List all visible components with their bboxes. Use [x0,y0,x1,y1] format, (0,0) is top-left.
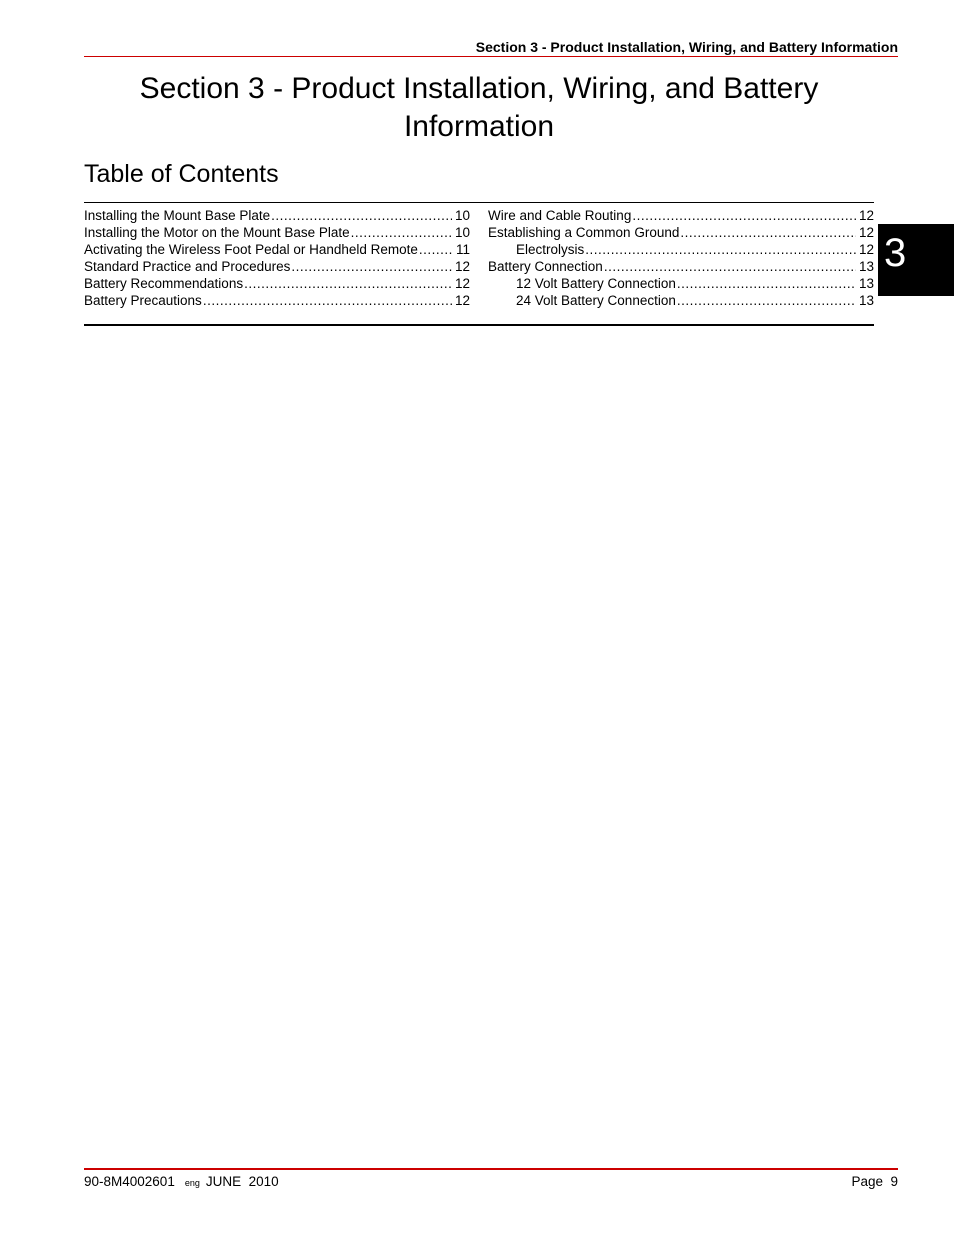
toc-entry-title: Installing the Mount Base Plate [84,208,271,223]
toc-leader-dots [351,224,452,241]
footer-page-number: Page 9 [851,1174,898,1189]
running-header: Section 3 - Product Installation, Wiring, and Battery Information [475,39,898,55]
toc-entry-title: Wire and Cable Routing [488,208,632,223]
toc-entry-title: Activating the Wireless Foot Pedal or Handheld Remote [84,242,418,257]
toc-left-column [84,207,470,309]
toc-leader-dots [604,258,856,275]
toc-entry-page: 12 [454,276,470,291]
toc-entry-title: Standard Practice and Procedures [84,259,291,274]
toc-entry-title: Battery Precautions [84,293,202,308]
toc-leader-dots [585,241,856,258]
toc-entry[interactable] [488,207,874,224]
toc-leader-dots [271,207,452,224]
toc-entry-page: 12 [454,259,470,274]
toc-entry[interactable] [488,258,874,275]
toc-leader-dots [632,207,856,224]
toc-subentry[interactable] [488,292,874,309]
toc-subentry[interactable] [488,275,874,292]
footer-doc-info [84,1173,279,1192]
section-title: Section 3 - Product Installation, Wiring, and Battery Information [139,72,819,143]
toc-entry-page: 11 [455,242,470,257]
toc-entry-page: 13 [858,259,874,274]
toc-leader-dots [244,275,452,292]
toc-entry-title: Battery Connection [488,259,603,274]
footer-rule [84,1168,898,1170]
toc-entry-page: 12 [858,208,874,223]
toc-leader-dots [680,224,856,241]
toc-top-rule [84,202,874,203]
footer-language: eng [184,1178,200,1188]
toc-entry-title: Installing the Motor on the Mount Base Plate [84,225,350,240]
toc-entry-page: 12 [858,225,874,240]
toc-entry[interactable] [84,241,470,258]
toc-entry[interactable] [84,258,470,275]
toc-subentry[interactable] [488,241,874,258]
toc-entry[interactable] [84,224,470,241]
toc-entry-title: Electrolysis [516,242,585,257]
toc-bottom-rule [84,324,874,326]
toc-entry-page: 13 [858,276,874,291]
header-rule [84,56,898,57]
toc-entry[interactable] [488,224,874,241]
toc-heading: Table of Contents [84,160,279,188]
toc-entry-page: 10 [454,225,470,240]
toc-entry-page: 12 [454,293,470,308]
toc-leader-dots [203,292,452,309]
toc-entry[interactable] [84,207,470,224]
footer-date: JUNE 2010 [205,1174,279,1189]
toc-entry-page: 12 [858,242,874,257]
toc-entry-title: Battery Recommendations [84,276,244,291]
toc-leader-dots [419,241,453,258]
section-thumb-tab: 3 [878,224,954,296]
toc-entry-page: 13 [858,293,874,308]
toc-entry-title: 12 Volt Battery Connection [516,276,676,291]
toc-entry[interactable] [84,275,470,292]
toc-entry-page: 10 [454,208,470,223]
toc-entry[interactable] [84,292,470,309]
toc-leader-dots [677,275,856,292]
toc-right-column [488,207,874,309]
toc-entry-title: 24 Volt Battery Connection [516,293,676,308]
toc-leader-dots [291,258,452,275]
footer-doc-number: 90-8M4002601 [84,1174,175,1189]
toc-entry-title: Establishing a Common Ground [488,225,680,240]
toc-leader-dots [677,292,856,309]
